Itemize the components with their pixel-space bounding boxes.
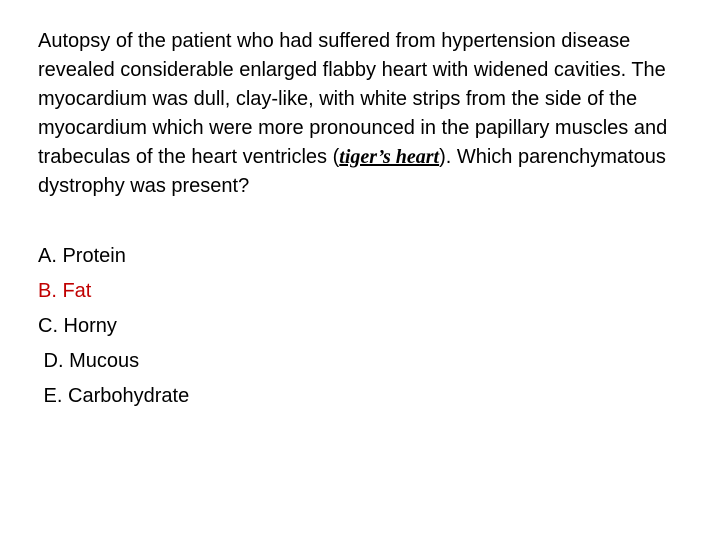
answer-option-c: C. Horny [38, 315, 117, 337]
answer-option-a: A. Protein [38, 245, 126, 267]
question-text-after: ). Which parenchymatous dystrophy was present? [38, 146, 666, 197]
question-text-before: Autopsy of the patient who had suffered from hypertension disease revealed considerable enlarged flabby heart with widened cavities. The myocardium was dull, clay-like, with white strips from the side of the myocardium which were more pronounced in the papillary muscles and trabeculas of the heart ventricles ( [38, 30, 668, 168]
question-emphasis: tiger’s heart [339, 146, 440, 168]
answer-option-d: D. Mucous [38, 350, 140, 372]
answer-list [38, 243, 189, 418]
question-text [38, 27, 698, 201]
answer-option-b: B. Fat [38, 280, 92, 302]
answer-option-e: E. Carbohydrate [38, 385, 190, 407]
